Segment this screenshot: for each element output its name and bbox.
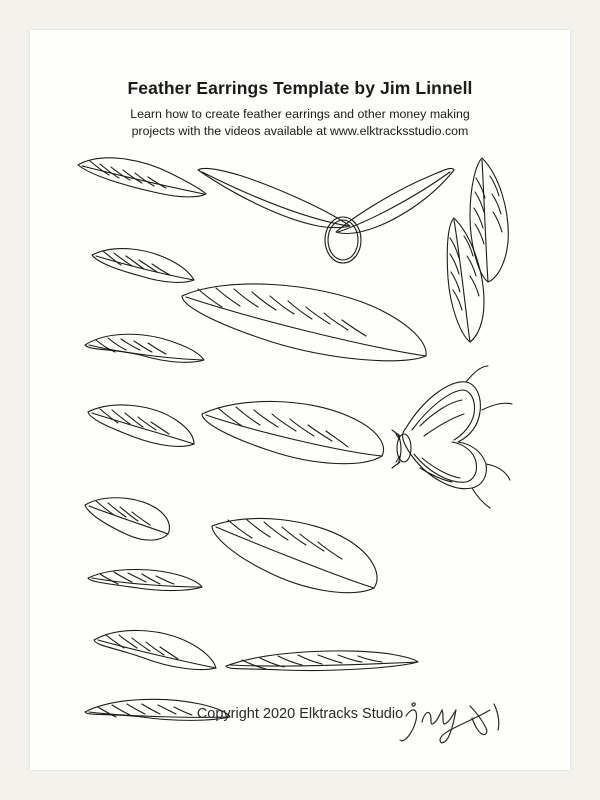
feather-small-left-top [78,158,206,197]
butterfly-right [392,366,512,508]
feather-curl-small [85,498,170,540]
copyright-text: Copyright 2020 Elktracks Studio [196,706,404,722]
feather-pair-right [447,158,508,342]
subtitle-line-1: Learn how to create feather earrings and other money making [130,107,470,121]
page-title: Feather Earrings Template by Jim Linnell [127,78,473,98]
feather-long-thin-left [88,570,202,591]
template-artwork [30,30,570,770]
subtitle-line-2: projects with the videos available at www.elktracksstudio.com [131,124,469,138]
feather-broad-lower [212,518,377,592]
feather-slim-mid-left [85,334,204,362]
template-page [30,30,570,770]
feather-wing-pair-top [198,168,454,263]
feather-teardrop-left [88,405,194,446]
signature-mark [398,696,508,746]
page-header [30,78,570,140]
feather-large-center [182,284,426,361]
feather-broad-center [202,401,384,463]
feather-pointed-left [94,630,216,669]
feather-leaf-small [92,249,194,283]
feather-long-narrow-bottom [226,651,418,671]
